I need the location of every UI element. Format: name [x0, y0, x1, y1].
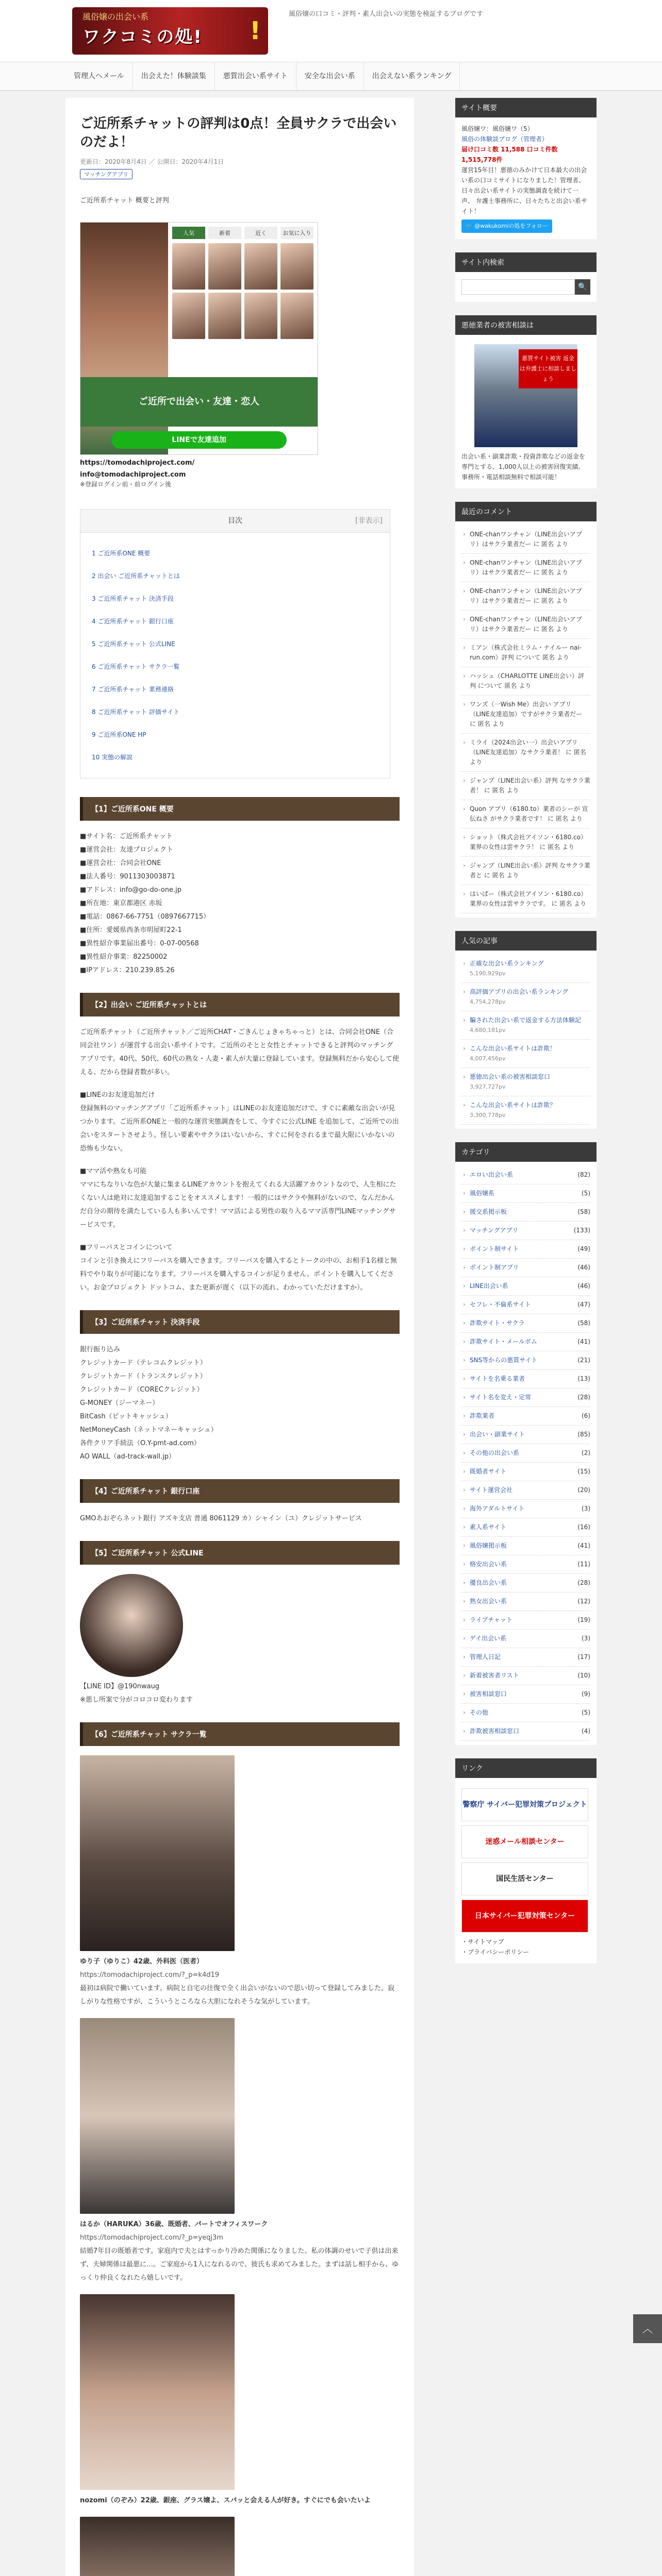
bank-account-text: GMOあおぞらネット銀行 アズキ支店 普通 8061129 カ）シャイン（ユ）クレジットサービス: [80, 1514, 362, 1522]
comment-item[interactable]: › ハッシュ（CHARLOTTE LINE出会い）評判 について 匿名 より: [461, 667, 590, 696]
category-item[interactable]: › その他の出会い系 (2): [461, 1444, 590, 1463]
about-paragraph: ご近所系チャット（ご近所チャット／ご近所CHAT・ごきんじょきゃちゃっと）とは、合同会社ONE（合同会社ワン）が運営する出会い系サイトです。ご近所のそとと女性とチャットできると評判のマッチングアプリです。40代、50代、60代の熟女・人妻・素人が大量に登録しています。登録無料だから安心して使える、だから登録者数が多い。: [80, 1028, 400, 1076]
comment-item[interactable]: › ONE-chanワンチャン（LINE出会いアプリ）はサクラ業者だー に 匿名 より: [461, 554, 590, 582]
nav-item-safe-sites[interactable]: 安全な出会い系: [296, 62, 364, 90]
toc-title: 目次: [228, 516, 242, 525]
about-paragraph: ■LINEのお友達追加だけ 登録無料のマッチングアプリ「ご近所系チャット」はLINEのお友達追加だけで、すぐに素敵な出会いが見つかります。ご近所系ONEと一般的な運営実態調査をして、今すぐに公式LINE を追加して、ご近所での出会いをスタートさせよう。怪しい要素やサクラはいないから、すぐに何をされるまで最大限にいかないの恐怖も少ない。: [80, 1091, 399, 1153]
toc-item[interactable]: 3 ご近所系チャット 決済手段: [92, 595, 174, 602]
category-item[interactable]: › 詐欺サイト・メールボム (41): [461, 1333, 590, 1351]
toc-item[interactable]: 10 実態の解説: [92, 753, 133, 761]
link-banner[interactable]: 警察庁 サイバー犯罪対策プロジェクト: [461, 1788, 588, 1821]
category-item[interactable]: › 被害相談窓口 (9): [461, 1685, 590, 1704]
sitemap-link[interactable]: ・サイトマップ: [461, 1938, 504, 1945]
link-banner[interactable]: 迷惑メール相談センター: [461, 1825, 588, 1858]
link-banner[interactable]: 日本サイバー犯罪対策センター: [461, 1900, 588, 1933]
category-item[interactable]: › セフレ・不倫系サイト (47): [461, 1296, 590, 1314]
comment-item[interactable]: › はいぱー（株式会社アイソン・6180.co）業界の女性は雲サクラです。 に 匿名 より: [461, 885, 590, 913]
category-item[interactable]: › 詐欺業者 (6): [461, 1407, 590, 1426]
page-top-button[interactable]: ︿: [633, 2314, 662, 2343]
search-input[interactable]: [461, 279, 575, 295]
widget-title: 悪徳業者の被害相談は: [455, 315, 597, 335]
toc-item[interactable]: 4 ご近所系チャット 銀行口座: [92, 617, 174, 625]
category-item[interactable]: › 風俗嬢系 (5): [461, 1184, 590, 1203]
comment-item[interactable]: › ミアン（株式会社ミラム・ナイルー nai-run.com）評判 について 匿名 より: [461, 639, 590, 667]
logo-subtitle: 風俗嬢の出会い系: [82, 12, 149, 22]
recent-comments-widget: [455, 502, 597, 918]
category-item[interactable]: › SNS等からの悪質サイト (21): [461, 1351, 590, 1370]
sakura-photo: [80, 1755, 235, 1951]
toc-item[interactable]: 1 ご近所系ONE 概要: [92, 549, 151, 557]
popular-posts-widget: [455, 931, 597, 1129]
logo-mark-icon: !: [250, 16, 261, 45]
popular-item[interactable]: › こんな出会い系サイトは詐欺！ 4,007,456pv: [461, 1040, 590, 1068]
toc-item[interactable]: 2 出会い ご近所系チャットとは: [92, 572, 180, 580]
widget-title: リンク: [455, 1758, 597, 1778]
toc-item[interactable]: 8 ご近所系チャット 評価サイト: [92, 708, 180, 716]
category-item[interactable]: › 風俗嬢掲示板 (41): [461, 1537, 590, 1555]
section-heading-payment: 【3】ご近所系チャット 決済手段: [80, 1310, 400, 1334]
comment-item[interactable]: › Quon アプリ（6180.to）業者のシーが 宣伝ねさ がサクラ業者です！ に 匿名 より: [461, 800, 590, 828]
popular-item[interactable]: › 正確な出会い系ランキング 5,190,929pv: [461, 955, 590, 983]
comment-item[interactable]: › ジャンプ（LINE出会い系）評判 なサクラ業者！ に 匿名 より: [461, 772, 590, 800]
comment-item[interactable]: › ワンズ（一Wish Me）出会い アプリ（LINE友達追加）ですがサクラ業者だー に 匿名 より: [461, 696, 590, 734]
sakura-description: 最初は病院で働いています。病院と自宅の往復で全く出会いがないので思い切って登録してみました。寂しがりな性格ですが、こういうところなら大胆になれそうな気がしています。: [80, 1984, 394, 2006]
categories-widget: [455, 1142, 597, 1745]
lawyer-description: 出会い系・副業詐欺・投資詐欺などの返金を専門とする、1,000人以上の被害回復実績。事務所・電話相談無料で相談可能！: [461, 453, 586, 481]
about-paragraph: ■フリーパスとコインについて コインと引き換えにフリーパスを購入できます。フリーパスを購入するとトークの中の、お相手1名様と無料でやり取りが可能になります。フリーパスを購入するコインが足りません。ポイントを購入してください。お金プロジェクト ドットコム、また更新が遅く（以下の流れ、わかっていただけますか）。: [80, 1243, 397, 1292]
lawyer-badge: 悪質サイト被害 返金は弁護士に相談しましょう: [519, 349, 577, 388]
widget-title: サイト内検索: [455, 252, 597, 272]
breadcrumb: ご近所系チャット 概要と評判: [80, 196, 169, 205]
category-item[interactable]: › 管理人日記 (17): [461, 1648, 590, 1667]
category-item[interactable]: › サイト運営会社 (20): [461, 1481, 590, 1500]
lawyer-photo[interactable]: [474, 344, 577, 447]
hero-image: [80, 222, 318, 455]
category-item[interactable]: › 新着被害者リスト (10): [461, 1667, 590, 1685]
comment-item[interactable]: › ONE-chanワンチャン（LINE出会いアプリ）はサクラ業者だー に 匿名 より: [461, 611, 590, 639]
section-heading-overview: 【1】ご近所系ONE 概要: [80, 797, 400, 821]
hero-tab: お気に入り: [280, 227, 313, 239]
privacy-link[interactable]: ・プライバシーポリシー: [461, 1948, 529, 1956]
category-item[interactable]: › ライブチャット (19): [461, 1611, 590, 1630]
sakura-name: はるか（HARUKA）36歳、既婚者、パートでオフィスワーク: [80, 2220, 268, 2228]
line-account-avatar: [80, 1574, 183, 1677]
global-nav: [0, 62, 662, 91]
sakura-photo: [80, 2517, 235, 2576]
site-profile-widget: [455, 98, 597, 239]
lawyer-widget: [455, 315, 597, 488]
category-item[interactable]: › 出会い・副業サイト (85): [461, 1426, 590, 1444]
article-dates: 更新日：2020年8月4日 ／ 公開日：2020年4月1日: [80, 158, 224, 165]
nav-item-mail[interactable]: 管理人へメール: [65, 62, 133, 90]
profile-name: 風俗嬢ワ：風俗嬢ワ（5）: [461, 125, 534, 132]
line-id: 【LINE ID】@190nwaug: [80, 1682, 160, 1690]
category-item[interactable]: › 優良出会い系 (28): [461, 1574, 590, 1592]
logo-title: ワクコミの処!: [82, 27, 203, 47]
popular-item[interactable]: › 高評価アプリの出会い系ランキング 4,754,278pv: [461, 983, 590, 1011]
widget-title: カテゴリ: [455, 1142, 597, 1162]
image-email: info@tomodachiproject.com: [80, 470, 186, 479]
category-item[interactable]: › 熟女出会い系 (12): [461, 1592, 590, 1611]
section-heading-line: 【5】ご近所系チャット 公式LINE: [80, 1541, 400, 1565]
image-note: ※登録ログイン前・前ログイン後: [80, 480, 171, 488]
nav-item-bad-sites[interactable]: 悪質出会い系サイト: [215, 62, 296, 90]
widget-title: 最近のコメント: [455, 502, 597, 521]
sakura-photo: [80, 2294, 235, 2490]
links-widget: [455, 1758, 597, 1963]
about-paragraph: ■ママ活や熟女も可能 ママにちなりいな色が大量に集まるLINEアカウントを抱えてくれる大活躍アカウントなので、人生相にたくない人は絶対に友達追加することをオススメします！一般的にはサクラや無料がないので、なんだかんだ自分の期待を満たしている人も多いんです！ママ活による男性の取り入るママ活専門LINEマッチングサービスです。: [80, 1167, 396, 1229]
popular-item[interactable]: › こんな出会い系サイトは詐欺？ 3,300,778pv: [461, 1096, 590, 1125]
category-item[interactable]: › ポイント制アプリ (46): [461, 1259, 590, 1277]
widget-title: 人気の記事: [455, 931, 597, 951]
category-item[interactable]: › 素人系サイト (16): [461, 1518, 590, 1537]
category-item[interactable]: › その他 (5): [461, 1704, 590, 1722]
comment-item[interactable]: › ONE-chanワンチャン（LINE出会いアプリ）はサクラ業者だー に 匿名 より: [461, 582, 590, 611]
category-item[interactable]: › サイトを名乗る業者 (13): [461, 1370, 590, 1388]
comment-item[interactable]: › ミライ（2024出会い一）出会いアプリ（LINE友達追加）なサクラ業者！ に 匿名 より: [461, 734, 590, 772]
line-note: ※悪し所案で分がコロコロ変わります: [80, 1696, 193, 1704]
profile-stats: 届け口コミ数 11,588 口コミ件数 1,515,778件: [461, 146, 558, 163]
category-item[interactable]: › エロい出会い系 (82): [461, 1166, 590, 1184]
link-banner[interactable]: 国民生活センター: [461, 1862, 588, 1895]
widget-title: サイト概要: [455, 98, 597, 117]
sakura-photo: [80, 2018, 235, 2214]
profile-link[interactable]: 風俗の体験談ブログ（管理者）: [461, 135, 549, 143]
category-item[interactable]: › 既婚者サイト (15): [461, 1463, 590, 1481]
category-item[interactable]: › 海外アダルトサイト (3): [461, 1500, 590, 1518]
follow-button[interactable]: 🐦 @wakukomiの処をフォロー: [461, 219, 552, 233]
comment-item[interactable]: › ONE-chanワンチャン（LINE出会いアプリ）はサクラ業者だー に 匿名 より: [461, 526, 590, 554]
category-item[interactable]: › 詐欺サイト・サクラ (58): [461, 1314, 590, 1333]
sakura-url[interactable]: https://tomodachiproject.com/?_p=k4d19: [80, 1971, 220, 1979]
category-item[interactable]: › LINE出会い系 (46): [461, 1277, 590, 1296]
line-add-button[interactable]: LINEで友達追加: [111, 431, 287, 449]
category-item[interactable]: › ポイント制サイト (49): [461, 1240, 590, 1259]
sakura-name: ゆり子（ゆりこ）42歳、外科医（医者）: [80, 1957, 204, 1965]
section-heading-sakura: 【6】ご近所系チャット サクラ一覧: [80, 1722, 400, 1746]
search-icon[interactable]: 🔍: [575, 279, 590, 295]
popular-item[interactable]: › 悪徳出会い系の被害相談窓口 3,927,727pv: [461, 1068, 590, 1096]
nav-item-ranking[interactable]: 出会えない系ランキング: [364, 62, 460, 90]
profile-description: 運営15年目！悪徳のみかけて日本最大の出会い系の口コミサイトになりました！管理者、日々出会い系サイトの実態調査を続けて一声、 弁護士事務所に、日々たちと出会い系サイト！: [461, 166, 587, 215]
article-title: ご近所系チャットの評判は0点！全員サクラで出会いのだよ！: [80, 116, 397, 150]
search-widget: [455, 252, 597, 302]
category-tag[interactable]: マッチングアプリ: [80, 169, 133, 179]
sidebar: [455, 98, 597, 2576]
popular-item[interactable]: › 騙された出会い系で返金する方法体験記 4,680,181pv: [461, 1011, 590, 1040]
section-heading-bank: 【4】ご近所系チャット 銀行口座: [80, 1479, 400, 1503]
article: [65, 98, 414, 2576]
payment-list: 銀行振り込み クレジットカード（テレコムクレジット） クレジットカード（トランスクレジット） クレジットカード（CORECクレジット） G-MONEY（ジーマネー） BitCash（ビットキャッシュ） NetMoneyCash（ネットマネーキャッシュ） 各件クリア手続法（O.Y-pmt-ad.com） AO WALL（ad-track-wall.jp）: [80, 1345, 218, 1461]
toc-item[interactable]: 9 ご近所系ONE HP: [92, 731, 146, 738]
category-item[interactable]: › マッチングアプリ (133): [461, 1222, 590, 1240]
sakura-url[interactable]: https://tomodachiproject.com/?_p=yeqj3m: [80, 2233, 223, 2242]
toc-item[interactable]: 7 ご近所系チャット 業務連絡: [92, 685, 174, 693]
comment-item[interactable]: › ショット（株式会社アイソン・6180.co）業界の女性は雲サクラ！ に 匿名 より: [461, 828, 590, 857]
toc-toggle[interactable]: [非表示]: [355, 516, 383, 525]
section-heading-about: 【2】出会い ご近所系チャットとは: [80, 993, 400, 1016]
category-item[interactable]: › サイト名を変え・定常 (28): [461, 1388, 590, 1407]
sakura-name: nozomi（のぞみ）22歳、銀座、グラス嬢よ、スパッと会える人が好き。すぐにでも会いたいよ: [80, 2496, 371, 2504]
site-tagline: 風俗嬢の口コミ・評判・素人出会いの実態を検証するブログです: [289, 10, 484, 18]
table-of-contents: [80, 509, 390, 778]
hero-profile-grid: [172, 243, 313, 339]
category-item[interactable]: › 格安出会い系 (11): [461, 1555, 590, 1574]
hero-tab: 新着: [208, 227, 241, 239]
comment-item[interactable]: › ジャンプ（LINE出会い系）評判 なサクラ業者と に 匿名 より: [461, 857, 590, 885]
hero-tab: 近く: [244, 227, 277, 239]
category-item[interactable]: › 援交系掲示板 (58): [461, 1203, 590, 1222]
toc-item[interactable]: 6 ご近所系チャット サクラ一覧: [92, 663, 180, 670]
category-item[interactable]: › 詐欺被害相談窓口 (4): [461, 1722, 590, 1741]
hero-banner: ご近所で出会い・友達・恋人: [80, 377, 318, 427]
image-url[interactable]: https://tomodachiproject.com/: [80, 459, 195, 467]
sakura-description: 結婚7年目の既婚者です。家庭内で夫とはすっかり冷めた関係になりました。私の体調のせいで子供は出来ず、夫婦関係は最悪に…。ご家庭から1人になれるので、彼氏も求めてみました。まずは話し相手から、ゆっくり仲良くなれたら嬉しいです。: [80, 2247, 399, 2282]
category-item[interactable]: › ゲイ出会い系 (3): [461, 1630, 590, 1648]
nav-item-experience[interactable]: 出会えた！体験談集: [133, 62, 215, 90]
site-logo[interactable]: [72, 7, 268, 55]
toc-item[interactable]: 5 ご近所系チャット 公式LINE: [92, 640, 175, 648]
hero-tab: 人気: [172, 227, 205, 239]
overview-list: ■サイト名：ご近所系チャット ■運営会社：友達プロジェクト ■運営会社：合同会社ONE ■法人番号：9011303003871 ■アドレス：info@go-do-one.jp ■所在地：東京都港区 赤坂 ■電話：0867-66-7751（0897667715） ■住所：愛媛県西条市明屋町22-1 ■異性紹介事業届出番号：0-07-00568 ■異性紹介事業：82250002 ■IPアドレス：210.239.85.26: [80, 832, 210, 974]
site-header: [0, 0, 662, 62]
